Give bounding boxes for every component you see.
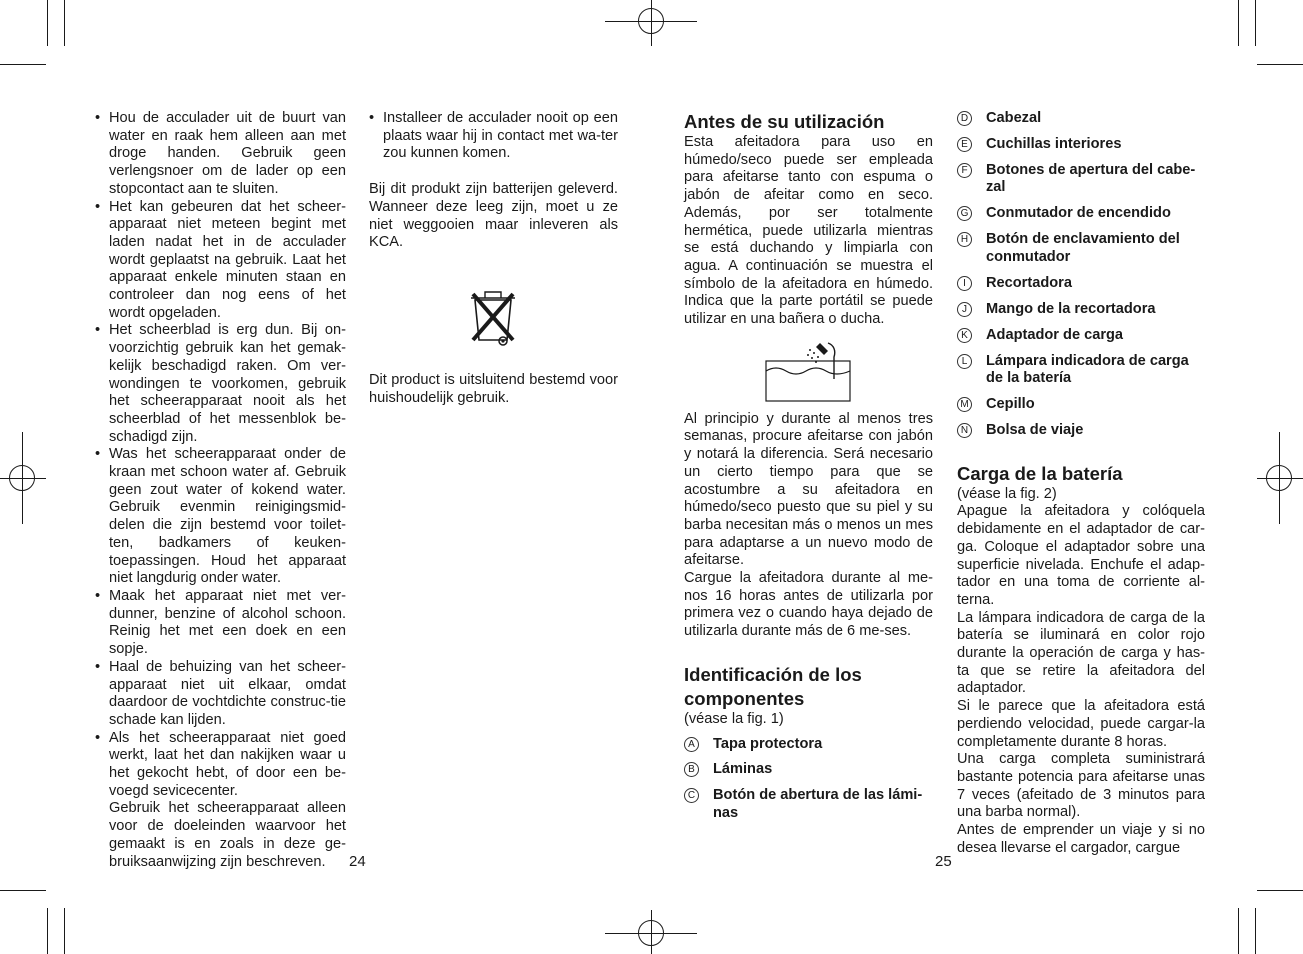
weee-icon	[465, 280, 618, 350]
letter-badge: B	[684, 762, 699, 777]
usage-purpose-paragraph: Gebruik het scheerapparaat alleen voor de doeleinden waarvoor het gemaakt is en zoals in deze ge-bruiksaanwijzing zijn beschreven.	[109, 800, 346, 870]
components-list-a	[684, 736, 933, 823]
list-item	[684, 736, 933, 754]
carga-paragraph-3: Si le parece que la afeitadora está perdiendo velocidad, puede cargar-la completamente durante 8 horas.	[957, 698, 1205, 750]
list-item: • Installeer de acculader nooit op een plaats waar hij in contact met wa-ter zou kunnen komen.	[369, 110, 618, 163]
list-item	[957, 110, 1205, 128]
list-item	[957, 301, 1205, 319]
list-item	[957, 422, 1205, 440]
list-item	[957, 136, 1205, 154]
component-label: Botones de apertura del cabe-zal	[986, 161, 1196, 196]
component-label: Bolsa de viaje	[986, 422, 1084, 439]
letter-badge: I	[957, 276, 972, 291]
page-24-column-1	[95, 110, 346, 871]
component-label: Cuchillas interiores	[986, 135, 1122, 152]
list-item: • Het kan gebeuren dat het scheer-apparaat niet meteen begint met laden nadat het in de acculader wordt geplaatst na gebruik. Laat het apparaat enkele minuten staan en controleer dan nog eens of het wordt opgeladen.	[95, 199, 346, 323]
antes-paragraph-2: Al principio y durante al menos tres semanas, procure afeitarse con jabón y notará la diferencia. Será necesario un cierto tiempo para que se acostumbre a su afeitadora en húmedo/seco puesto que su piel y su barba necesitan más o menos un mes para adaptarse a un nuevo modo de afeitarse.	[684, 410, 933, 569]
list-item	[957, 275, 1205, 293]
component-label: Láminas	[713, 761, 773, 778]
page-24-column-2	[369, 110, 618, 407]
component-label: Botón de enclavamiento del conmutador	[986, 231, 1180, 265]
component-label: Recortadora	[986, 274, 1072, 291]
letter-badge: N	[957, 423, 972, 438]
section-title-line-1: Identificación de los	[684, 663, 862, 685]
component-label: Cabezal	[986, 110, 1042, 126]
carga-paragraph-4: Una carga completa suministrará bastante potencia para afeitarse unas 7 veces (afeitado de 3 minutos para una barba normal).	[957, 751, 1205, 821]
list-item	[957, 205, 1205, 223]
carga-paragraph-1: Apague la afeitadora y colóquela debidamente en el adaptador de car-ga. Coloque el adaptador sobre una superficie nivelada. Enchufe el adap-tador en una toma de corriente al-terna.	[957, 503, 1205, 608]
components-list-b	[957, 110, 1205, 440]
letter-badge: M	[957, 397, 972, 412]
section-title-carga: Carga de la batería	[957, 462, 1123, 484]
carga-paragraph-2: La lámpara indicadora de carga de la batería se iluminará en color rojo durante la operación de carga y has-ta que se retire la afeitadora del adaptador.	[957, 609, 1205, 697]
household-use-paragraph: Dit product is uitsluitend bestemd voor huishoudelijk gebruik.	[369, 371, 618, 406]
battery-disposal-paragraph: Bij dit produkt zijn batterijen geleverd. Wanneer deze leeg zijn, moet u ze niet weggooien maar inleveren als KCA.	[369, 181, 618, 251]
list-item: • Haal de behuizing van het scheer-apparaat niet uit elkaar, omdat daardoor de vochtdichte construc-tie schade kan lijden.	[95, 659, 346, 730]
component-label: Conmutador de encendido	[986, 205, 1171, 222]
list-item	[957, 327, 1205, 345]
letter-badge: C	[684, 788, 699, 803]
letter-badge: L	[957, 354, 972, 369]
page-25-column-1	[684, 110, 933, 831]
letter-badge: G	[957, 206, 972, 221]
section-title-line-2: componentes	[684, 687, 805, 709]
letter-badge: E	[957, 137, 972, 152]
component-label: Botón de abertura de las lámi-nas	[713, 787, 923, 822]
component-label: Cepillo	[986, 396, 1035, 413]
component-label: Mango de la recortadora	[986, 300, 1156, 317]
letter-badge: F	[957, 163, 972, 178]
letter-badge: K	[957, 328, 972, 343]
list-item: • Het scheerblad is erg dun. Bij on-voorzichtig gebruik kan het gemak-kelijk beschadigd raken. Om ver-wondingen te voorkomen, gebruik het scheerapparaat nooit als het scheerblad of het messenblok be-schadigd zijn.	[95, 322, 346, 446]
shower-wet-use-icon	[764, 339, 933, 403]
list-item	[684, 787, 933, 822]
antes-paragraph-3: Cargue la afeitadora durante al me-nos 16 horas antes de utilizarla por primera vez o cuando haya dejado de utilizarla durante más de 6 me-ses.	[684, 570, 933, 640]
list-item: • Hou de acculader uit de buurt van water en raak hem alleen aan met droge handen. Gebruik geen verlengsnoer om de lader op een stopcontact aan te sluiten.	[95, 110, 346, 199]
component-label: Tapa protectora	[713, 735, 823, 752]
list-item: • Als het scheerapparaat niet goed werkt, laat het dan nakijken waar u het gekocht hebt, of door een be-voegd sevicecenter.	[95, 730, 346, 801]
section-title-antes: Antes de su utilización	[684, 111, 885, 132]
component-label: Adaptador de carga	[986, 326, 1124, 343]
list-item	[957, 231, 1205, 266]
page-number-right: 25	[935, 853, 952, 870]
list-item	[684, 761, 933, 779]
letter-badge: H	[957, 232, 972, 247]
page-number-left: 24	[349, 853, 366, 870]
list-item: • Maak het apparaat niet met ver-dunner, benzine of alcohol schoon. Reinig het met een doek en een sopje.	[95, 588, 346, 659]
charger-bullet-list	[369, 110, 618, 163]
list-item	[957, 353, 1205, 388]
antes-paragraph-1: Esta afeitadora para uso en húmedo/seco puede ser empleada para afeitarse tanto con espuma o jabón de afeitar como en seco. Además, por ser totalmente hermética, puede utilizarla mientras se está duchando y limpiarla con agua. A continuación se muestra el símbolo de la afeitadora en húmedo. Indica que la parte portátil se puede utilizar en una bañera o ducha.	[684, 134, 933, 328]
component-label: Lámpara indicadora de carga de la batería	[986, 352, 1189, 387]
letter-badge: J	[957, 302, 972, 317]
carga-paragraph-5: Antes de emprender un viaje y si no desea llevarse el cargador, cargue	[957, 822, 1205, 856]
figure-reference: (véase la fig. 2)	[957, 485, 1057, 502]
list-item	[957, 162, 1205, 197]
figure-reference: (véase la fig. 1)	[684, 710, 784, 727]
list-item: • Was het scheerapparaat onder de kraan met schoon water af. Gebruik geen zout water of kokend water. Gebruik evenmin reinigingsmid-delen die zijn bestemd voor toilet-ten, badkamers of keuken-toepassingen. Houd het apparaat niet langdurig onder water.	[95, 446, 346, 588]
safety-bullet-list	[95, 110, 346, 800]
letter-badge: A	[684, 737, 699, 752]
list-item	[957, 396, 1205, 414]
section-title-identificacion	[684, 663, 933, 711]
letter-badge: D	[957, 111, 972, 126]
page-25-column-2	[957, 110, 1205, 857]
